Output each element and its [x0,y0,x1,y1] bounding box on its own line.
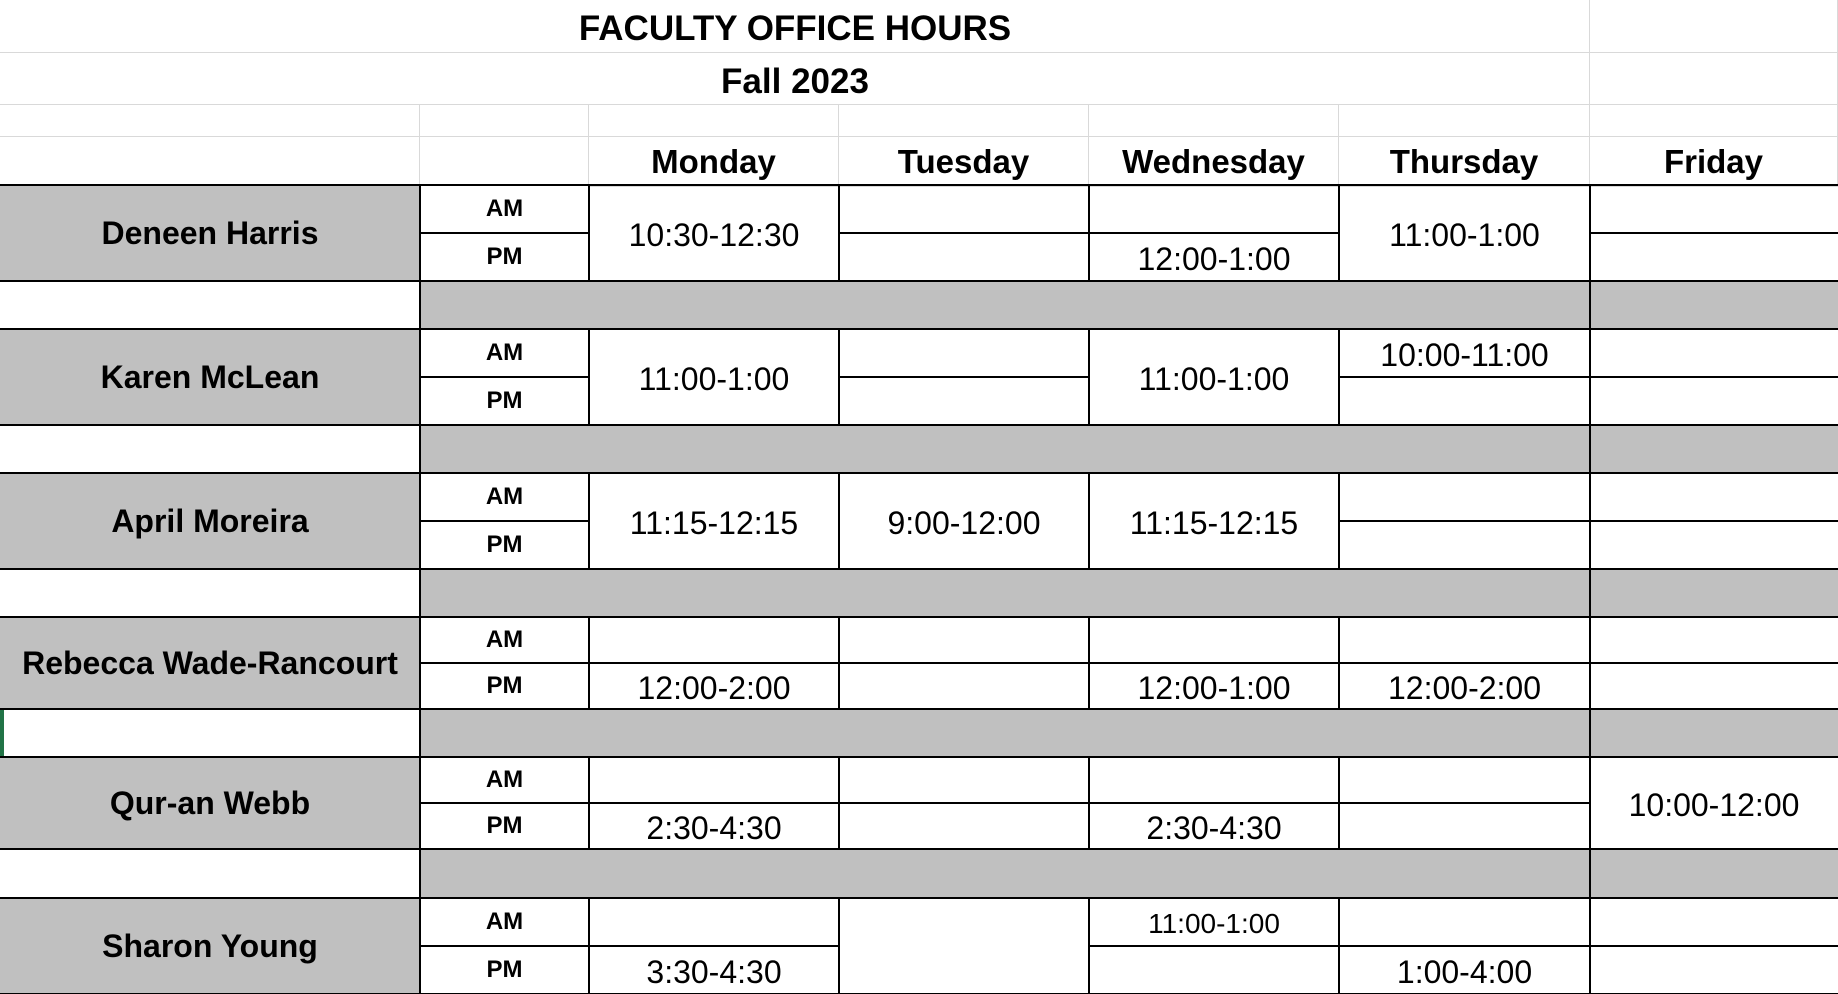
border-line [838,185,840,281]
border-line [419,185,421,329]
border-line [1589,617,1591,709]
border-line [1338,185,1340,281]
period-pm-label[interactable]: PM [486,812,523,839]
office-hours-slot[interactable]: 9:00-12:00 [887,504,1041,541]
day-header-thursday[interactable]: Thursday [1339,137,1590,187]
border-line [589,945,839,947]
border-line [0,472,1838,474]
spacer-band [420,569,1838,617]
sheet-cell[interactable] [0,105,420,137]
office-hours-slot[interactable]: 11:15-12:15 [1129,504,1299,541]
border-line [588,757,590,849]
border-line [1339,376,1590,378]
sheet-cell[interactable] [589,105,839,137]
day-header-wednesday[interactable]: Wednesday [1089,137,1339,187]
border-line [1089,232,1339,234]
border-line [839,662,1089,664]
border-line [838,329,840,425]
period-pm-label[interactable]: PM [486,387,523,414]
border-line [419,757,421,898]
border-line [1088,185,1090,281]
office-hours-slot[interactable]: 11:00-1:00 [1148,908,1280,939]
border-line [419,329,421,473]
border-line [0,848,1838,850]
border-line [1339,945,1590,947]
border-line [419,473,421,617]
spacer-band [420,281,1838,329]
border-line [1089,802,1339,804]
border-line [588,473,590,569]
sheet-cell[interactable] [0,137,420,185]
border-line [1589,849,1591,898]
border-line [1088,757,1090,849]
period-pm-label[interactable]: PM [486,672,523,699]
faculty-name[interactable]: April Moreira [0,473,420,569]
border-line [0,184,1838,186]
border-line [1589,281,1591,329]
spacer-band [420,425,1838,473]
border-line [589,662,839,664]
border-line [1590,376,1838,378]
sheet-cell[interactable] [1590,105,1838,137]
border-line [0,616,1838,618]
faculty-name[interactable]: Deneen Harris [0,185,420,281]
sheet-cell[interactable] [420,137,589,185]
spacer-cell[interactable] [0,425,420,473]
border-line [1589,757,1591,849]
border-line [420,945,589,947]
border-line [588,617,590,709]
border-line [588,898,590,994]
border-line [839,232,1089,234]
sheet-cell[interactable] [1590,0,1838,53]
border-line [419,617,421,757]
office-hours-slot[interactable]: 12:00-2:00 [1387,669,1541,706]
border-line [420,376,589,378]
border-line [838,757,840,849]
border-line [0,280,1838,282]
faculty-name[interactable]: Karen McLean [0,329,420,425]
border-line [1338,898,1340,994]
border-line [1589,425,1591,473]
office-hours-slot[interactable]: 12:00-1:00 [1137,240,1291,277]
border-line [588,185,590,281]
office-hours-slot[interactable]: 11:15-12:15 [629,504,799,541]
border-line [1589,569,1591,617]
border-line [0,708,1838,710]
spacer-band [420,849,1838,898]
faculty-name[interactable]: Rebecca Wade-Rancourt [0,617,420,709]
border-line [1339,520,1590,522]
border-line [1590,520,1838,522]
border-line [1089,662,1339,664]
border-line [420,232,589,234]
sheet-cell[interactable] [420,105,589,137]
border-line [1589,709,1591,757]
border-line [0,897,1838,899]
period-am-label[interactable]: AM [485,195,524,222]
sheet-cell[interactable] [1089,105,1339,137]
faculty-name[interactable]: Sharon Young [0,898,420,994]
border-line [1590,232,1838,234]
office-hours-slot[interactable]: 11:00-1:00 [1389,216,1540,253]
period-pm-label[interactable]: PM [486,956,523,983]
office-hours-slot[interactable]: 3:30-4:30 [646,953,782,990]
border-line [1088,329,1090,425]
border-line [1088,473,1090,569]
border-line [1339,662,1590,664]
sheet-term[interactable]: Fall 2023 [721,61,869,101]
border-line [1338,473,1340,569]
border-line [1589,329,1591,425]
spacer-cell[interactable] [0,709,420,757]
border-line [588,329,590,425]
sheet-title[interactable]: FACULTY OFFICE HOURS [578,9,1012,48]
sheet-cell[interactable] [1339,105,1590,137]
day-header-friday[interactable]: Friday [1590,137,1838,187]
border-line [1589,185,1591,281]
border-line [839,376,1089,378]
spacer-cell[interactable] [0,569,420,617]
office-hours-slot[interactable]: 12:00-1:00 [1137,669,1291,706]
period-am-label[interactable]: AM [485,766,524,793]
period-pm-label[interactable]: PM [486,531,523,558]
office-hours-slot[interactable]: 2:30-4:30 [646,809,782,846]
border-line [1088,617,1090,709]
border-line [419,898,421,994]
sheet-cell[interactable] [839,105,1089,137]
sheet-cell[interactable] [1590,53,1838,105]
border-line [838,898,840,994]
border-line [1088,898,1090,994]
period-am-label[interactable]: AM [485,626,524,653]
border-line [420,520,589,522]
border-line [1338,757,1340,849]
office-hours-slot[interactable]: 10:00-11:00 [1380,336,1549,373]
office-hours-slot[interactable]: 11:00-1:00 [1138,360,1290,397]
border-line [1590,662,1838,664]
period-pm-label[interactable]: PM [486,243,523,270]
period-am-label[interactable]: AM [485,483,524,510]
day-header-monday[interactable]: Monday [589,137,839,187]
office-hours-slot[interactable]: 10:00-12:00 [1628,786,1800,823]
spacer-band [420,709,1838,757]
period-am-label[interactable]: AM [485,339,524,366]
office-hours-slot[interactable]: 10:30-12:30 [628,216,800,253]
border-line [1589,898,1591,994]
border-line [839,802,1089,804]
border-line [1339,802,1590,804]
spacer-cell[interactable] [0,281,420,329]
border-line [420,662,589,664]
border-line [0,424,1838,426]
border-line [1338,617,1340,709]
border-line [838,473,840,569]
border-line [0,756,1838,758]
border-line [1590,945,1838,947]
day-header-tuesday[interactable]: Tuesday [839,137,1089,187]
office-hours-slot[interactable]: 11:00-1:00 [638,360,790,397]
border-line [1089,945,1339,947]
border-line [0,568,1838,570]
border-line [838,617,840,709]
border-line [1589,473,1591,569]
border-line [420,802,589,804]
office-hours-slot[interactable]: 1:00-4:00 [1396,953,1533,990]
faculty-name[interactable]: Qur-an Webb [0,757,420,849]
border-line [0,328,1838,330]
period-am-label[interactable]: AM [485,908,524,935]
border-line [1338,329,1340,425]
office-hours-slot[interactable]: 2:30-4:30 [1146,809,1282,846]
office-hours-slot[interactable]: 12:00-2:00 [637,669,791,706]
border-line [589,802,839,804]
spacer-cell[interactable] [0,849,420,898]
